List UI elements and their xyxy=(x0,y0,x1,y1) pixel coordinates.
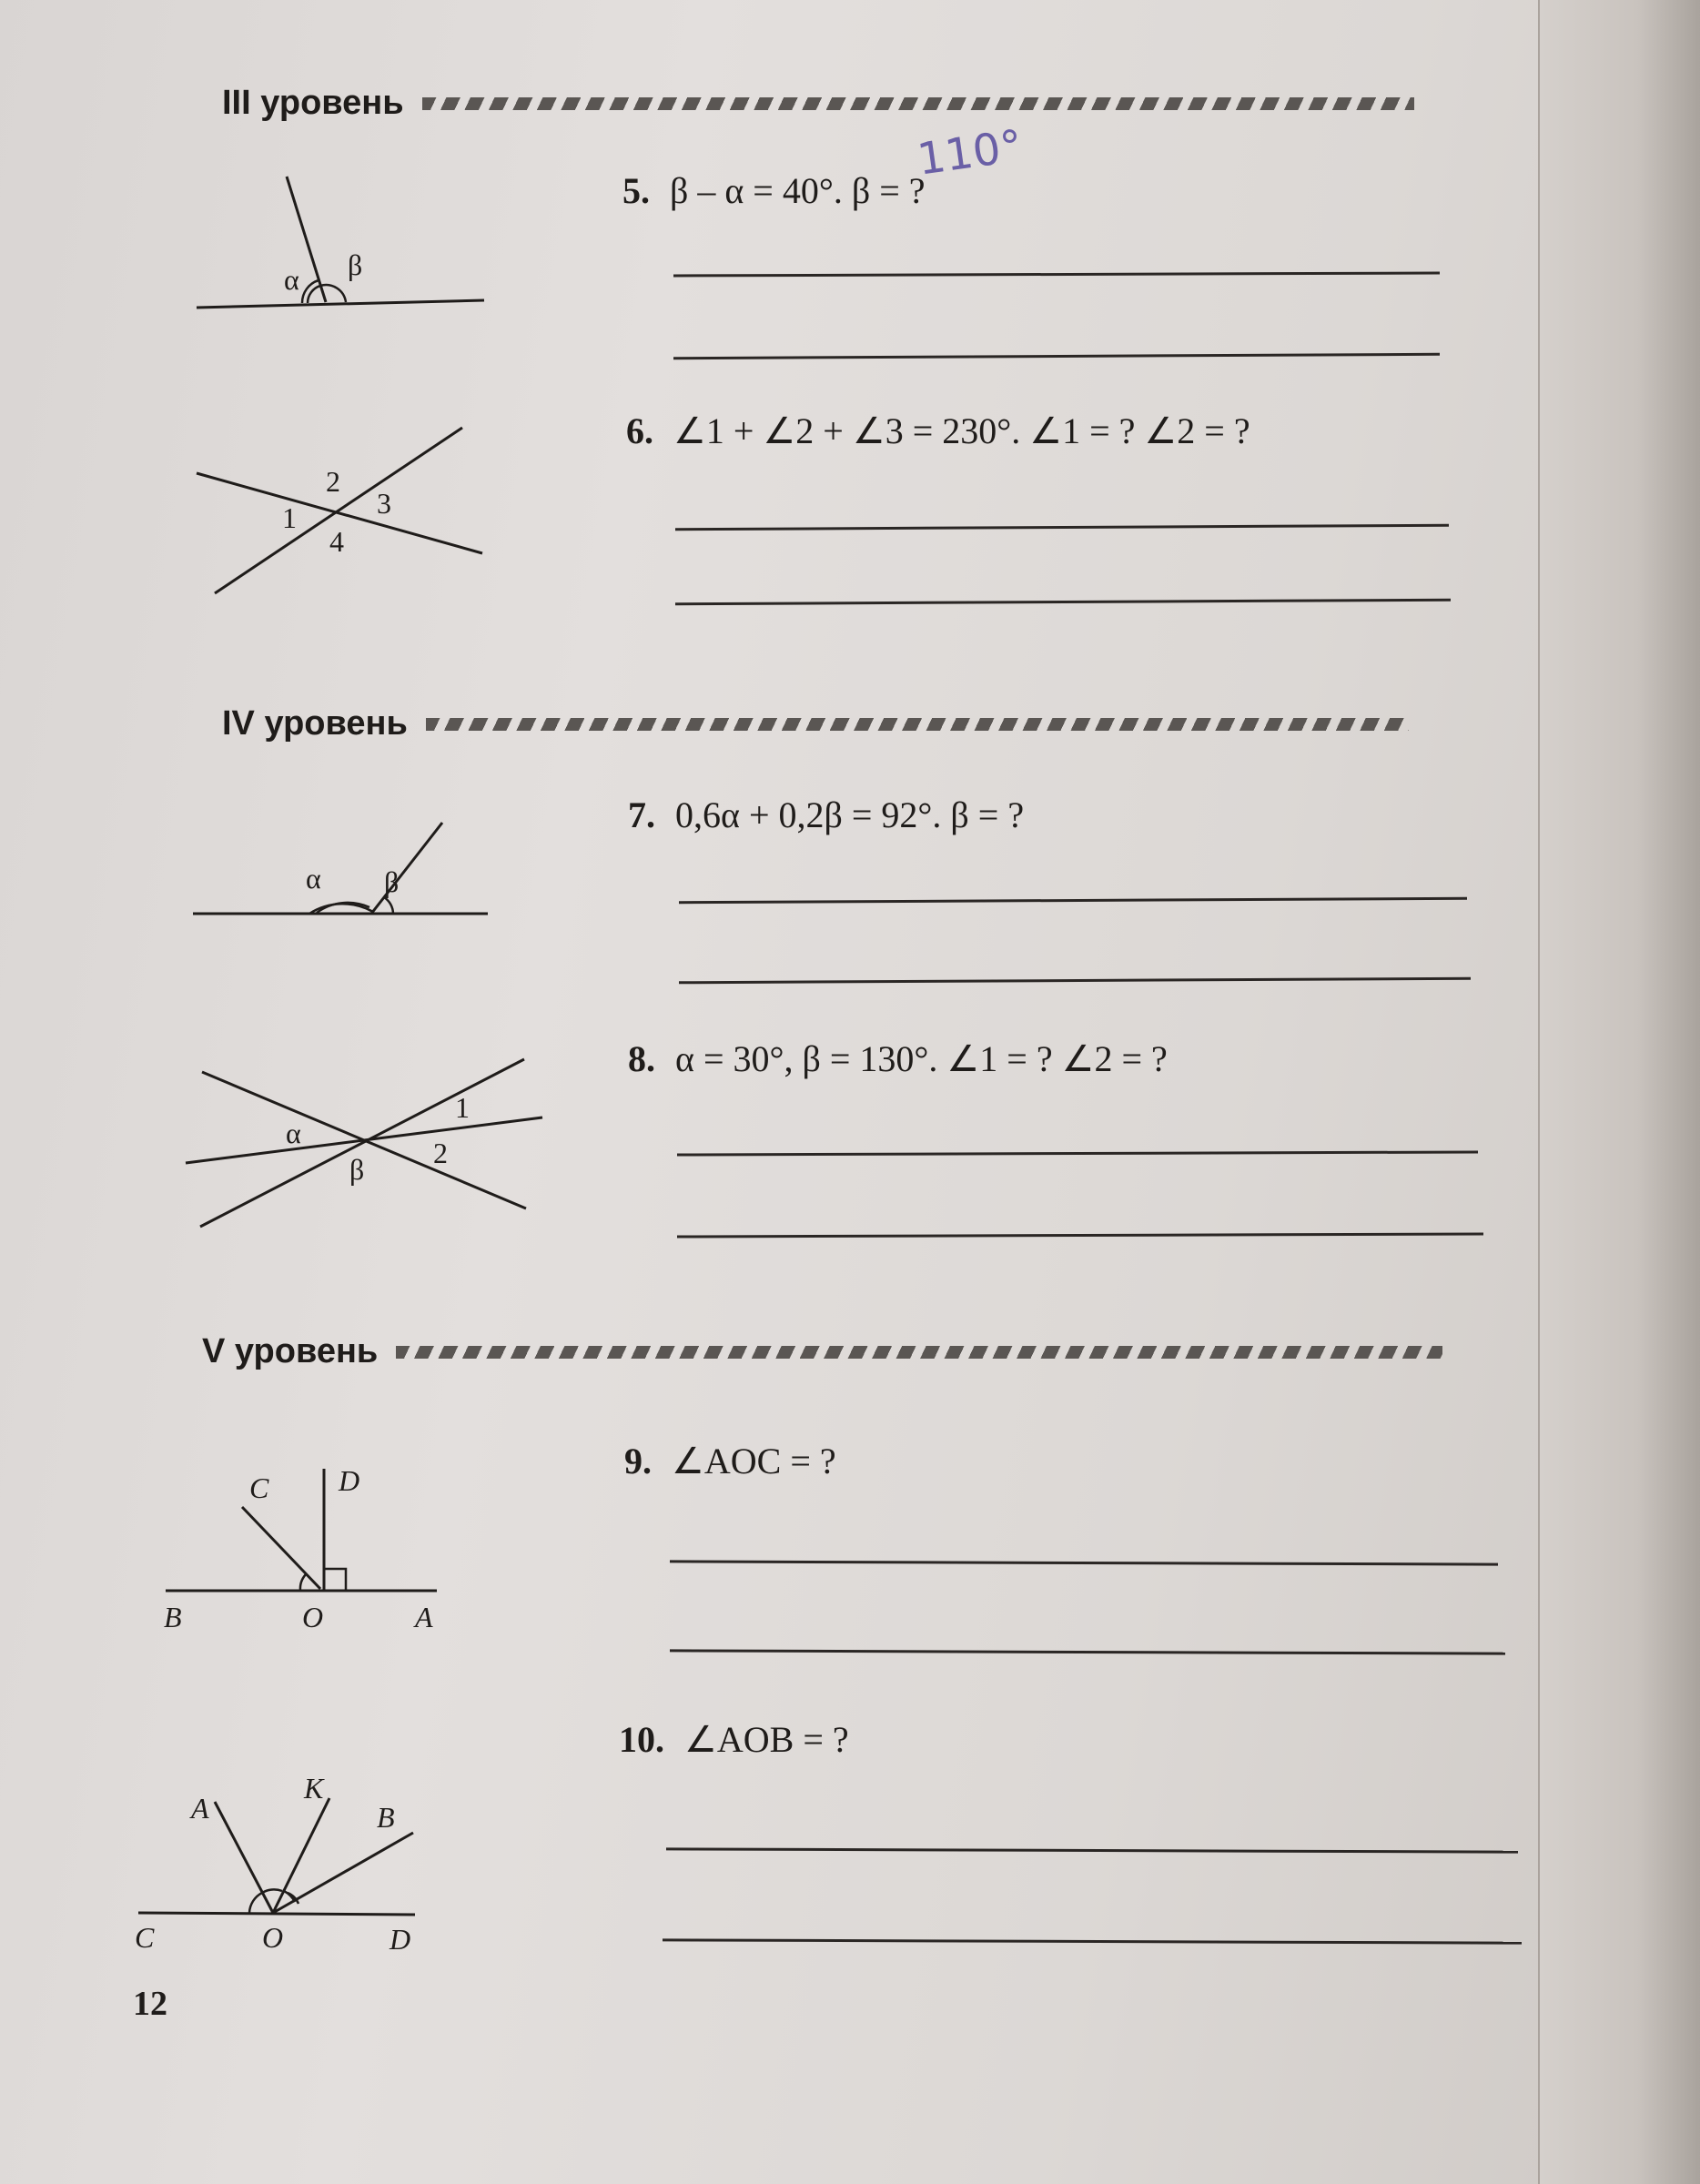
decorative-stripe xyxy=(396,1346,1442,1359)
label-point-o: O xyxy=(302,1601,324,1633)
question-5 xyxy=(622,169,926,212)
question-6 xyxy=(626,410,1250,452)
question-text: ∠AOC = ? xyxy=(672,1441,836,1481)
question-text: ∠1 + ∠2 + ∠3 = 230°. ∠1 = ? ∠2 = ? xyxy=(673,410,1250,451)
question-9 xyxy=(624,1440,836,1482)
label-point-b: B xyxy=(377,1801,395,1834)
label-angle-1: 1 xyxy=(282,501,297,534)
label-angle-2: 2 xyxy=(433,1137,448,1169)
label-alpha: α xyxy=(286,1117,301,1149)
question-text: 0,6α + 0,2β = 92°. β = ? xyxy=(675,794,1025,835)
label-angle-1: 1 xyxy=(455,1091,470,1124)
label-point-c: C xyxy=(249,1471,269,1504)
level-title: III уровень xyxy=(222,84,404,122)
question-number: 6. xyxy=(626,410,653,451)
label-angle-2: 2 xyxy=(326,465,340,498)
label-point-c: C xyxy=(135,1921,155,1954)
next-page-edge xyxy=(1538,0,1700,2184)
diagram-q7 xyxy=(191,819,501,933)
label-angle-4: 4 xyxy=(329,525,344,558)
label-point-o: O xyxy=(262,1921,284,1954)
page-number: 12 xyxy=(133,1985,167,2023)
label-alpha: α xyxy=(284,263,299,296)
question-number: 5. xyxy=(622,170,650,211)
diagram-q8 xyxy=(182,1056,546,1242)
label-point-d: D xyxy=(390,1923,411,1956)
label-alpha: α xyxy=(306,862,321,895)
decorative-stripe xyxy=(422,97,1414,110)
question-text: ∠AOB = ? xyxy=(684,1719,849,1760)
question-number: 10. xyxy=(619,1719,664,1760)
label-point-d: D xyxy=(339,1464,360,1497)
question-number: 9. xyxy=(624,1441,652,1481)
question-7 xyxy=(628,794,1024,836)
level-title: V уровень xyxy=(202,1332,379,1370)
question-10 xyxy=(619,1718,849,1761)
label-beta: β xyxy=(384,865,400,898)
diagram-q6 xyxy=(191,419,501,605)
label-point-a: A xyxy=(415,1601,433,1633)
question-text: α = 30°, β = 130°. ∠1 = ? ∠2 = ? xyxy=(675,1038,1168,1079)
diagram-q10 xyxy=(135,1765,435,1970)
question-number: 8. xyxy=(628,1038,655,1079)
question-text: β – α = 40°. β = ? xyxy=(670,170,926,211)
handwritten-answer: 110° xyxy=(914,120,1026,186)
label-point-k: K xyxy=(304,1772,324,1805)
label-point-a: A xyxy=(191,1792,209,1825)
decorative-stripe xyxy=(426,718,1409,731)
level-heading-4 xyxy=(222,704,1409,743)
question-8 xyxy=(628,1037,1168,1080)
question-number: 7. xyxy=(628,794,655,835)
label-angle-3: 3 xyxy=(377,487,391,520)
label-point-b: B xyxy=(164,1601,182,1633)
diagram-q9 xyxy=(155,1452,455,1648)
level-heading-5 xyxy=(202,1332,1442,1371)
level-title: IV уровень xyxy=(222,704,408,743)
label-beta: β xyxy=(349,1153,365,1186)
label-beta: β xyxy=(348,248,363,281)
diagram-q5 xyxy=(191,164,491,323)
level-heading-3 xyxy=(222,84,1414,123)
